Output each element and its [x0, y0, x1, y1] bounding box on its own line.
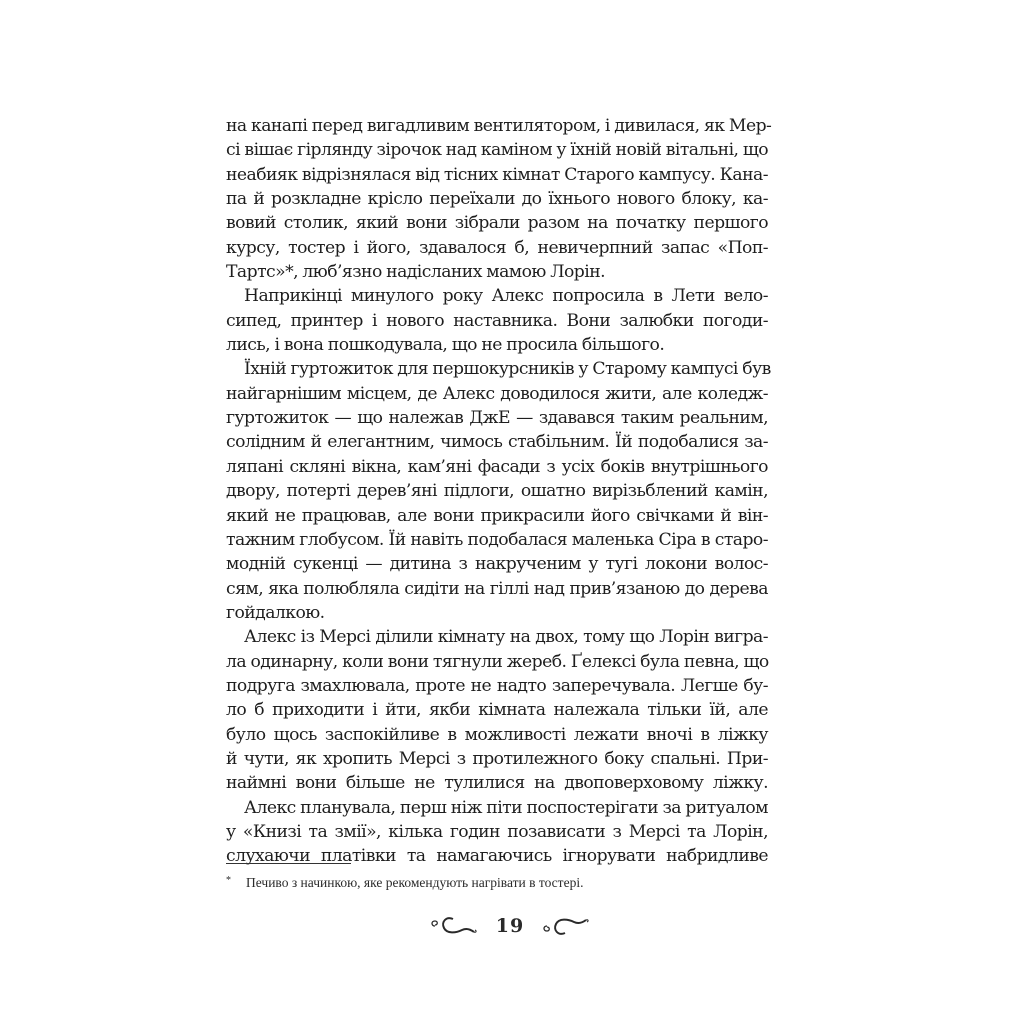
text-line: й чути, як хропить Мерсі з протилежного боку спальні. При- — [226, 748, 768, 769]
text-line: Алекс планувала, перш ніж піти поспостерігати за ритуалом — [244, 797, 768, 818]
text-line: було щось заспокійливе в можливості лежати вночі в ліжку — [226, 724, 768, 745]
text-line: Наприкінці минулого року Алекс попросила в Лети вело- — [244, 286, 768, 307]
text-line: тажним глобусом. Їй навіть подобалася маленька Сіра в старо- — [226, 529, 768, 550]
text-line: двору, потерті дерев’яні підлоги, ошатно вирізьблений камін, — [226, 481, 768, 502]
text-line: ляпані скляні вікна, кам’яні фасади з усіх боків внутрішнього — [226, 456, 768, 477]
text-line: сям, яка полюбляла сидіти на гіллі над прив’язаною до дерева — [226, 578, 768, 599]
text-line: Їхній гуртожиток для першокурсників у Старому кампусі був — [244, 359, 771, 380]
text-line: па й розкладне крісло переїхали до їхнього нового блоку, ка- — [226, 189, 768, 210]
text-line: Алекс із Мерсі ділили кімнату на двох, тому що Лорін вигра- — [244, 627, 768, 648]
text-line: який не працював, але вони прикрасили його свічками й він- — [226, 505, 768, 526]
text-line: на канапі перед вигадливим вентилятором, і дивилася, як Мер- — [226, 116, 772, 136]
text-line: у «Книзі та змії», кілька годин позависати з Мерсі та Лорін, — [226, 821, 768, 842]
page-number-folio — [420, 906, 600, 946]
footnote-text: Печиво з начинкою, яке рекомендують нагрівати в тостері. — [246, 875, 584, 890]
text-line: сипед, принтер і нового наставника. Вони залюбки погоди- — [226, 310, 768, 331]
text-line: Тартс»*, люб’язно надісланих мамою Лорін. — [226, 262, 606, 283]
text-line: ло б приходити і йти, якби кімната належала тільки їй, але — [226, 700, 768, 721]
text-line: ла одинарну, коли вони тягнули жереб. Ґелексі була певна, що — [226, 651, 769, 672]
text-line: подруга змахлювала, проте не надто заперечувала. Легше бу- — [226, 675, 768, 696]
text-line: солідним й елегантним, чимось стабільним. Їй подобалися за- — [226, 432, 768, 453]
body-text — [226, 114, 772, 869]
text-line: слухаючи платівки та намагаючись ігнорувати набридливе — [226, 846, 768, 867]
text-line: гойдалкою. — [226, 602, 325, 623]
text-line: неабияк відрізнялася від тісних кімнат Старого кампусу. Кана- — [226, 164, 768, 185]
footnote-rule — [226, 863, 351, 864]
text-line: наймні вони більше не тулилися на двоповерховому ліжку. — [226, 773, 768, 794]
text-line: найгарнішим місцем, де Алекс доводилося жити, але коледж- — [226, 383, 768, 404]
text-line: модній сукенці — дитина з накрученим у тугі локони волос- — [226, 554, 768, 575]
footnote — [226, 872, 786, 892]
text-line: лись, і вона пошкодувала, що не просила більшого. — [226, 335, 665, 356]
footnote-mark: * — [226, 875, 231, 886]
flourish-right-icon — [540, 913, 592, 939]
flourish-left-icon — [428, 913, 480, 939]
page-number: 19 — [495, 915, 525, 937]
text-line: гуртожиток — що належав ДжЕ — здавався таким реальним, — [226, 408, 768, 429]
text-line: курсу, тостер і його, здавалося б, невичерпний запас «Поп- — [226, 237, 768, 258]
text-line: вовий столик, який вони зібрали разом на початку першого — [226, 213, 768, 234]
text-line: сі вішає гірлянду зірочок над каміном у їхній новій вітальні, що — [226, 140, 769, 161]
